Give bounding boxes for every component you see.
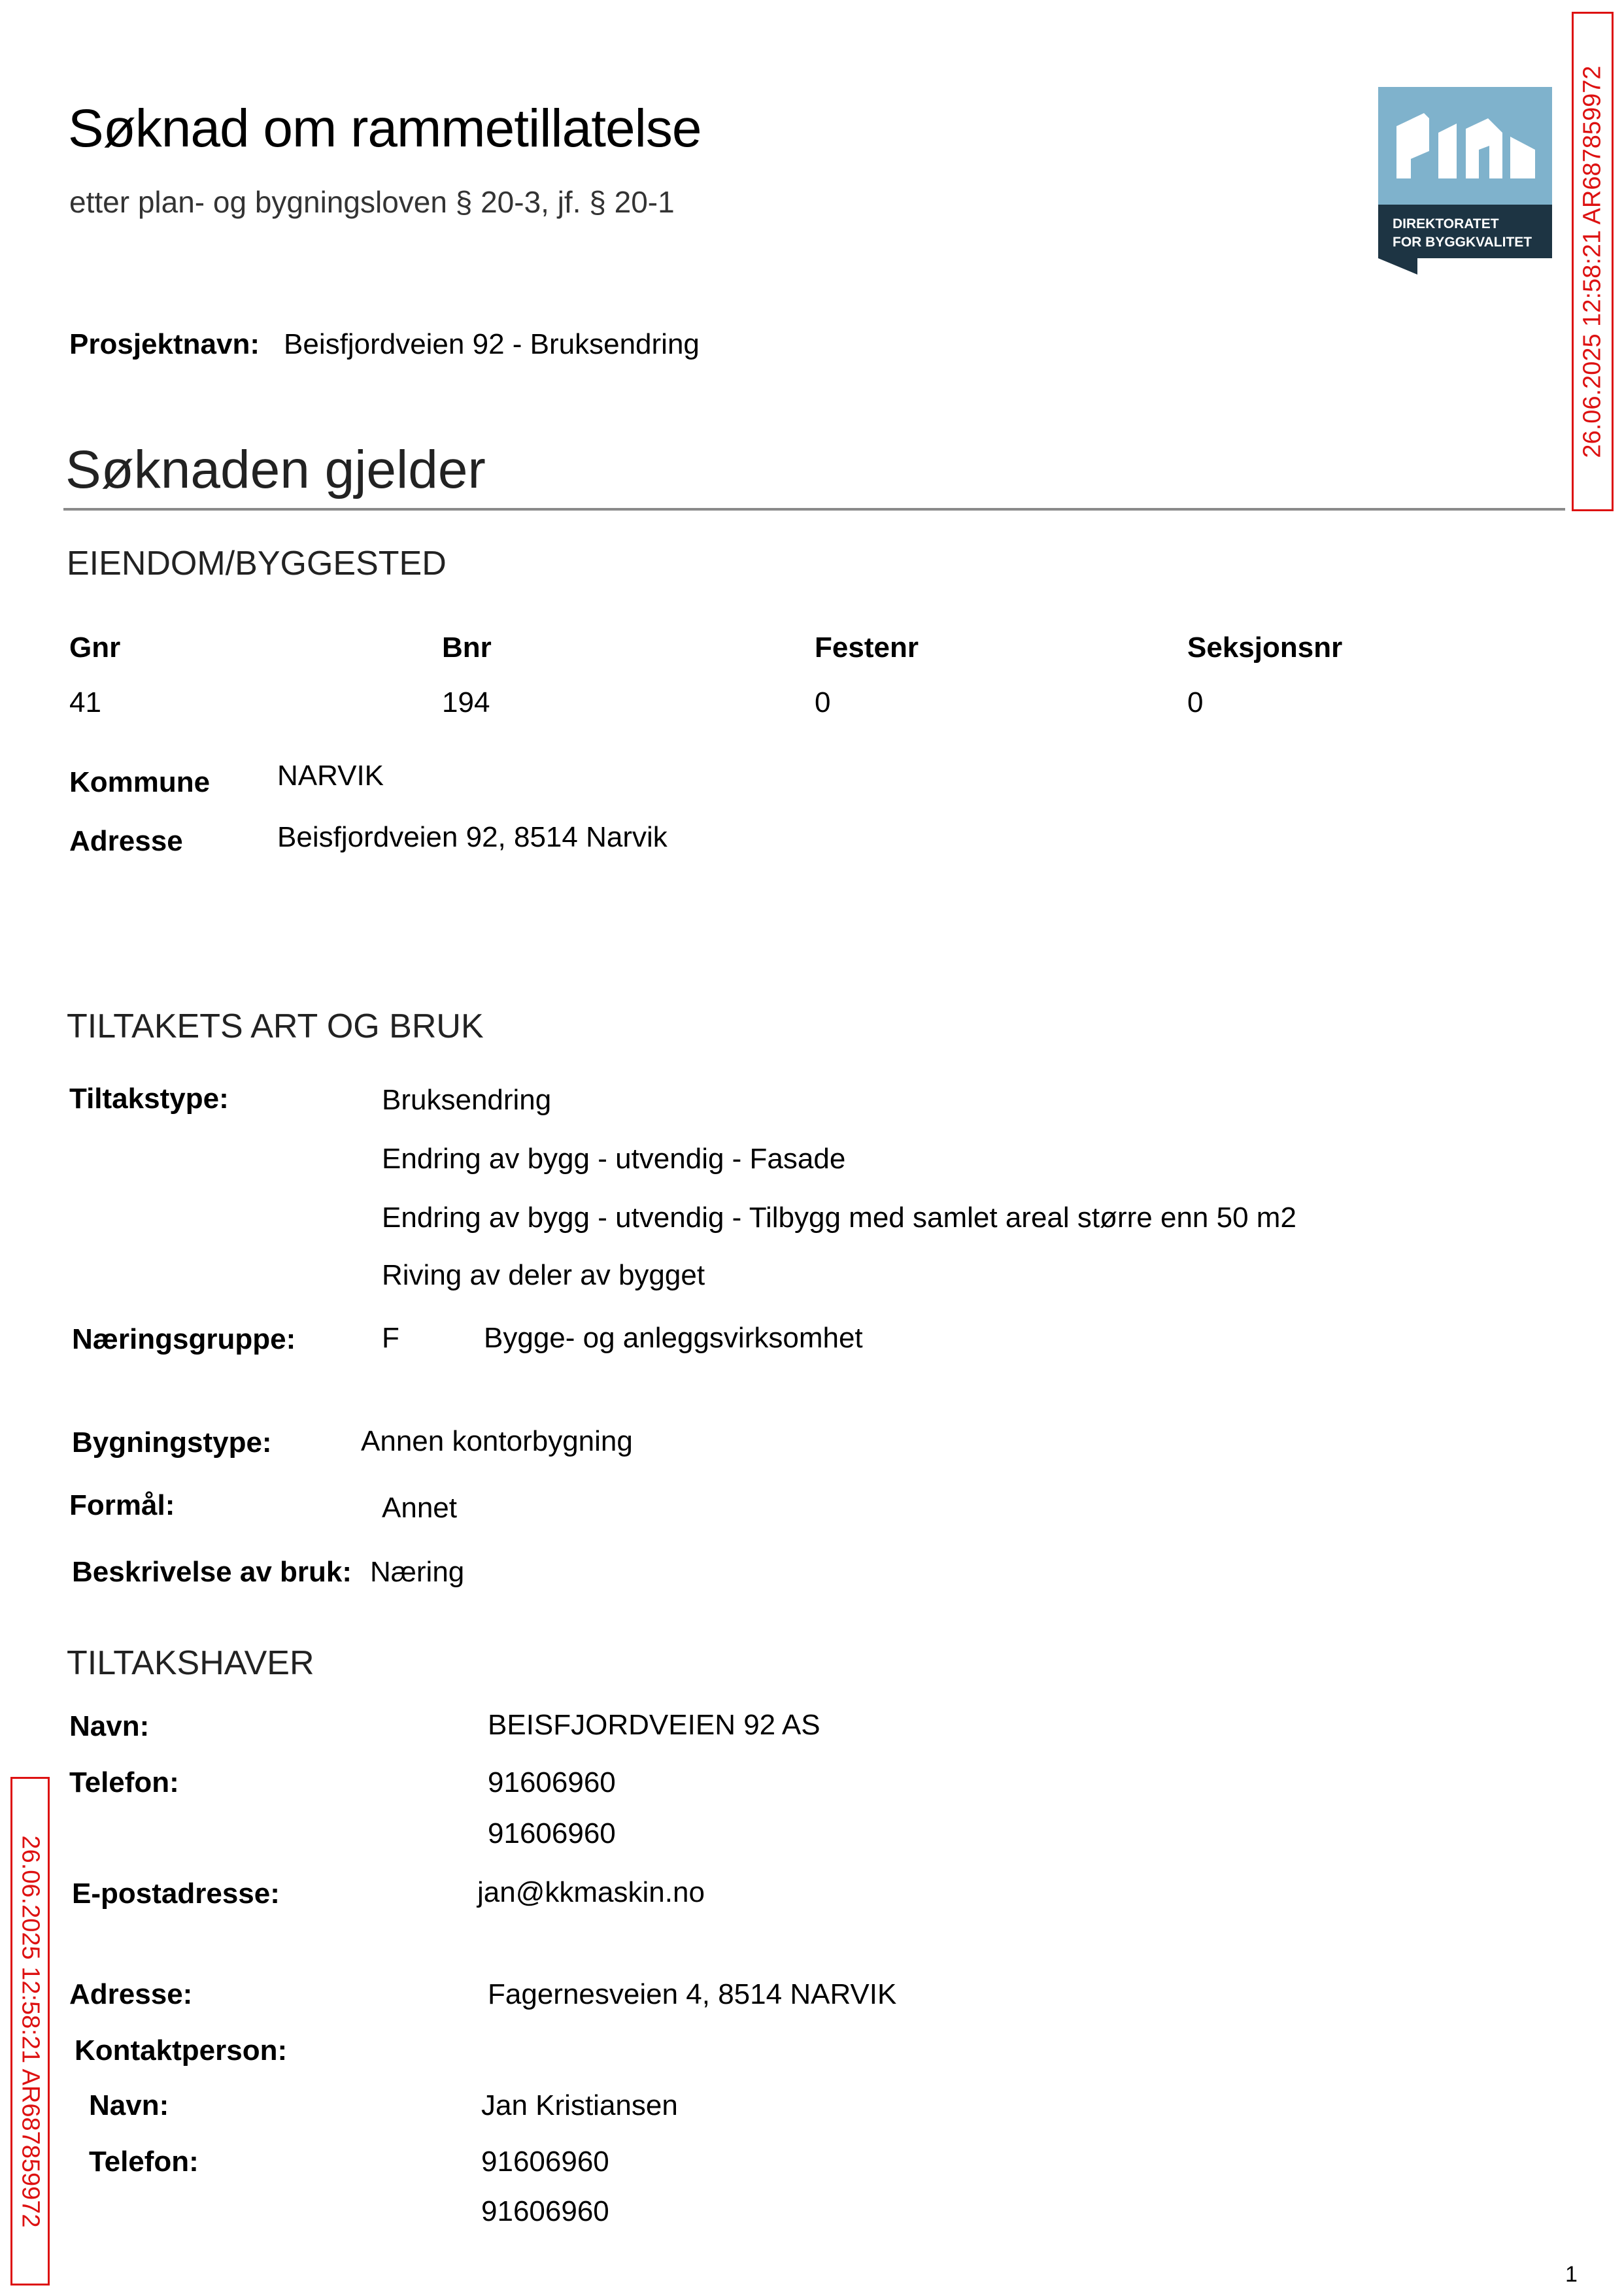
navn-label: Navn:: [69, 1710, 150, 1742]
tiltakstype-item: Riving av deler av bygget: [382, 1259, 705, 1291]
tiltakstype-item: Endring av bygg - utvendig - Tilbygg med samlet areal større enn 50 m2: [382, 1202, 1296, 1234]
dibk-logo: [1378, 87, 1552, 275]
naeringsgruppe-label: Næringsgruppe:: [72, 1323, 296, 1355]
svg-text:FOR BYGGKVALITET: FOR BYGGKVALITET: [1393, 235, 1532, 250]
formal-label: Formål:: [69, 1489, 175, 1521]
epost-label: E-postadresse:: [72, 1878, 280, 1910]
bnr-value: 194: [442, 686, 490, 718]
naeringsgruppe-code: F: [382, 1322, 399, 1354]
festenr-value: 0: [815, 686, 831, 718]
tiltakstype-item: Endring av bygg - utvendig - Fasade: [382, 1143, 846, 1175]
kontakt-telefon-value: 91606960: [481, 2146, 609, 2178]
kontaktperson-label: Kontaktperson:: [75, 2034, 288, 2066]
epost-value: jan@kkmaskin.no: [477, 1876, 705, 1908]
tiltakshaver-adresse-label: Adresse:: [69, 1978, 193, 2010]
tiltakshaver-adresse-value: Fagernesveien 4, 8514 NARVIK: [488, 1978, 897, 2010]
project-value: Beisfjordveien 92 - Bruksendring: [284, 328, 700, 360]
kommune-label: Kommune: [69, 766, 211, 798]
project-label: Prosjektnavn:: [69, 328, 260, 360]
adresse-label: Adresse: [69, 825, 183, 857]
festenr-label: Festenr: [815, 632, 919, 664]
bygningstype-label: Bygningstype:: [72, 1426, 272, 1459]
adresse-value: Beisfjordveien 92, 8514 Narvik: [277, 821, 668, 853]
section-divider: [63, 508, 1565, 511]
tiltakstype-item: Bruksendring: [382, 1084, 552, 1116]
dibk-logo-icon: [1378, 87, 1552, 275]
stamp-bottom-left: 26.06.2025 12:58:21 AR687859972: [10, 1777, 50, 2286]
bnr-label: Bnr: [442, 632, 492, 664]
document-title: Søknad om rammetillatelse: [68, 99, 702, 158]
kommune-value: NARVIK: [277, 760, 384, 792]
telefon-label: Telefon:: [69, 1766, 179, 1798]
navn-value: BEISFJORDVEIEN 92 AS: [488, 1709, 820, 1741]
beskrivelse-value: Næring: [370, 1556, 465, 1588]
stamp-top-right: 26.06.2025 12:58:21 AR687859972: [1572, 12, 1614, 511]
formal-value: Annet: [382, 1492, 457, 1524]
page-number: 1: [1565, 2262, 1578, 2287]
gnr-label: Gnr: [69, 632, 121, 664]
seksjonsnr-value: 0: [1187, 686, 1204, 718]
eiendom-heading: EIENDOM/BYGGESTED: [67, 545, 447, 582]
svg-text:DIREKTORATET: DIREKTORATET: [1393, 216, 1499, 231]
section-title: Søknaden gjelder: [65, 440, 486, 499]
gnr-value: 41: [69, 686, 101, 718]
telefon-value: 91606960: [488, 1766, 616, 1798]
tiltak-heading: TILTAKETS ART OG BRUK: [67, 1007, 484, 1045]
bygningstype-value: Annen kontorbygning: [361, 1425, 633, 1457]
kontakt-telefon-label: Telefon:: [89, 2146, 199, 2178]
tiltakstype-label: Tiltakstype:: [69, 1083, 229, 1115]
beskrivelse-label: Beskrivelse av bruk:: [72, 1556, 352, 1588]
kontakt-navn-value: Jan Kristiansen: [481, 2089, 678, 2121]
seksjonsnr-label: Seksjonsnr: [1187, 632, 1343, 664]
kontakt-telefon-value: 91606960: [481, 2195, 609, 2227]
telefon-value: 91606960: [488, 1817, 616, 1849]
kontakt-navn-label: Navn:: [89, 2089, 169, 2121]
document-subtitle: etter plan- og bygningsloven § 20-3, jf. § 20-1: [69, 185, 675, 219]
naeringsgruppe-value: Bygge- og anleggsvirksomhet: [484, 1322, 863, 1354]
tiltakshaver-heading: TILTAKSHAVER: [67, 1644, 314, 1682]
